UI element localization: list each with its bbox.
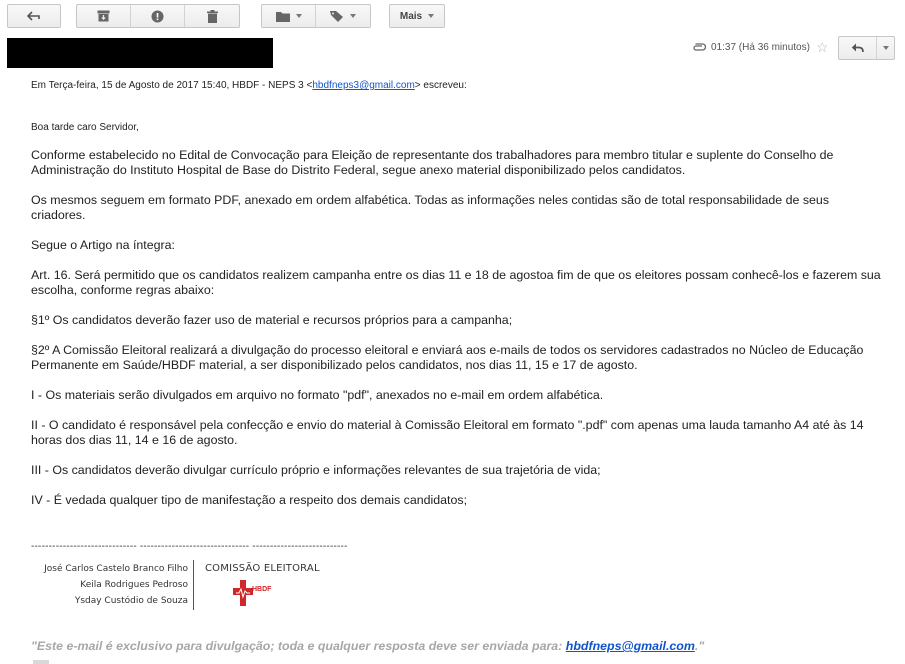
paragraph-item-iv: IV - É vedada qualquer tipo de manifestação a respeito dos demais candidatos;	[31, 493, 468, 507]
footer-end: ."	[694, 639, 705, 653]
hbdf-logo	[233, 578, 289, 608]
chevron-down-icon	[350, 14, 356, 18]
greeting: Boa tarde caro Servidor,	[31, 122, 139, 133]
show-trimmed-content-button[interactable]	[33, 660, 49, 664]
chevron-down-icon	[296, 14, 302, 18]
more-button-label: Mais	[399, 10, 423, 22]
spam-button[interactable]	[131, 5, 185, 27]
footer-text: "Este e-mail é exclusivo para divulgação; toda e qualquer resposta deve ser enviada para:	[31, 639, 566, 653]
sender-email-link[interactable]: hbdfneps3@gmail.com	[312, 80, 415, 91]
signature-names	[30, 561, 188, 609]
reply-button[interactable]	[839, 37, 877, 59]
star-icon[interactable]: ☆	[815, 39, 829, 55]
toolbar	[0, 0, 905, 32]
spam-icon	[151, 10, 164, 23]
red-cross-icon	[233, 580, 253, 606]
quoted-header-prefix: Em Terça-feira, 15 de Agosto de 2017 15:40, HBDF - NEPS 3 <	[31, 80, 313, 91]
more-button[interactable]	[389, 4, 445, 28]
quoted-header	[31, 80, 467, 91]
chevron-down-icon	[883, 46, 889, 50]
organize-button-group	[261, 4, 371, 28]
paragraph-item-iii: III - Os candidatos deverão divulgar currículo próprio e informações relevantes de sua trajetória de vida;	[31, 463, 601, 477]
signature-name: Ysday Custódio de Souza	[74, 596, 188, 606]
paragraph-article-intro: Segue o Artigo na íntegra:	[31, 238, 175, 252]
paragraph-section1: §1º Os candidatos deverão fazer uso de material e recursos próprios para a campanha;	[31, 313, 513, 327]
signature-name: José Carlos Castelo Branco Filho	[44, 564, 188, 574]
signature-divider	[193, 560, 194, 610]
paragraph-item-i: I - Os materiais serão divulgados em arquivo no formato "pdf", anexados no e-mail em ordem alfabética.	[31, 388, 604, 402]
trash-icon	[207, 10, 218, 23]
back-arrow-icon	[27, 11, 41, 21]
message-meta	[692, 40, 829, 54]
label-icon	[330, 10, 344, 22]
paragraph-section2: §2º A Comissão Eleitoral realizará a divulgação do processo eleitoral e enviará aos e-mails de todos os servidores cadastrados no Núcleo de Educação Permanente em Saúde/HBDF material, a ser disponibilizado pelos candidatos, nos dias 11, 15 e 17 de agosto.	[31, 343, 864, 372]
hbdf-logo-text: HBDF	[252, 586, 272, 593]
folder-icon	[276, 11, 290, 22]
paragraph-format: Os mesmos seguem em formato PDF, anexado em ordem alfabética. Todas as informações neles contidas são de total responsabilidade de seus criadores.	[31, 193, 830, 222]
footer-note	[31, 639, 704, 653]
quoted-header-suffix: > escreveu:	[414, 80, 467, 91]
paragraph-intro: Conforme estabelecido no Edital de Convocação para Eleição de representante dos trabalhadores para membro titular e suplente do Conselho de Administração do Instituto Hospital de Base do Distrito Federal, segue anexo material disponibilizado pelos candidatos.	[31, 148, 834, 177]
back-button[interactable]	[7, 4, 61, 28]
footer-email-link[interactable]: hbdfneps@gmail.com	[565, 639, 695, 653]
delete-button[interactable]	[185, 5, 239, 27]
message-time: 01:37 (Há 36 minutos)	[711, 41, 810, 53]
commission-title: COMISSÃO ELEITORAL	[205, 563, 320, 574]
action-button-group	[76, 4, 240, 28]
redacted-sender	[7, 38, 273, 68]
signature-name: Keila Rodrigues Pedroso	[80, 580, 188, 590]
reply-button-group	[838, 36, 895, 60]
chevron-down-icon	[428, 14, 434, 18]
paragraph-item-ii: II - O candidato é responsável pela confecção e envio do material à Comissão Eleitoral em formato ".pdf" com apenas uma lauda tamanho A4 até às 14 horas dos dias 11, 14 e 16 de agosto.	[31, 418, 864, 447]
attachment-icon	[692, 43, 706, 51]
reply-icon	[851, 43, 864, 53]
archive-button[interactable]	[77, 5, 131, 27]
archive-icon	[97, 10, 110, 22]
signature-separator: ------------------------------ ------------------------------- ---------------------------	[31, 541, 348, 552]
move-to-button[interactable]	[262, 5, 316, 27]
paragraph-art16: Art. 16. Será permitido que os candidatos realizem campanha entre os dias 11 e 18 de agostoa fim de que os eleitores possam conhecê-los e fazerem sua escolha, conforme regras abaixo:	[31, 268, 881, 297]
more-reply-options-button[interactable]	[877, 37, 894, 59]
labels-button[interactable]	[316, 5, 370, 27]
